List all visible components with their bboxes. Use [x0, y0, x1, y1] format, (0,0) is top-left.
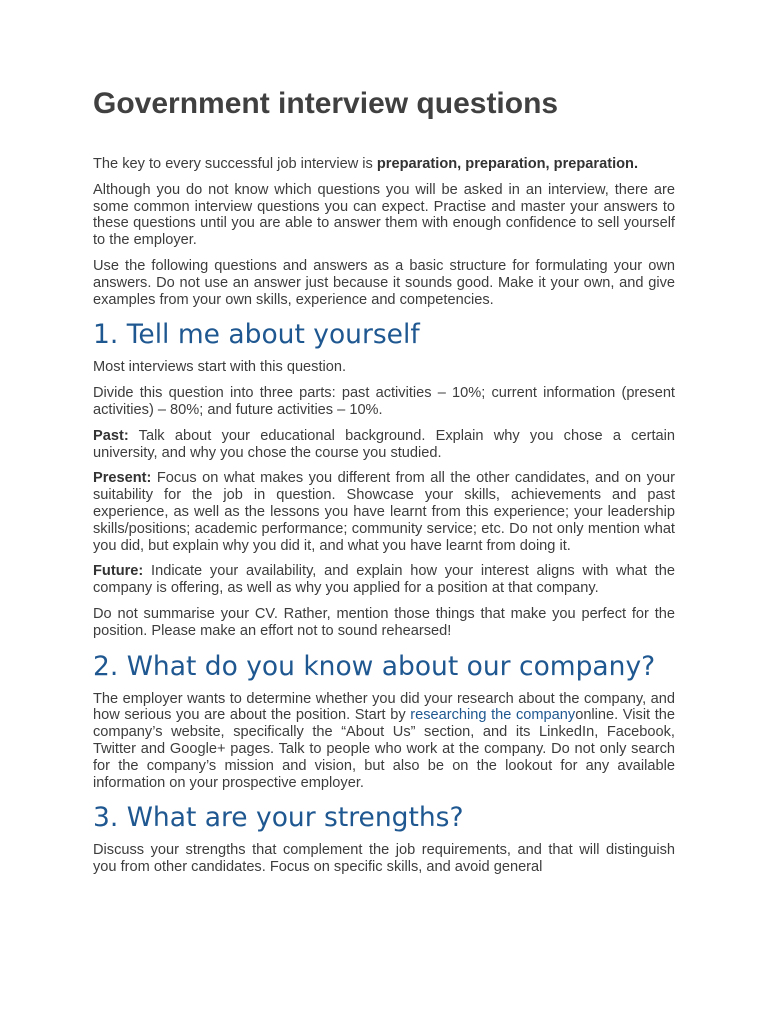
future-text: Indicate your availability, and explain how your interest aligns with what the company is offering, as well as why you applied for a position at that company.	[93, 563, 675, 597]
intro-bold-text: preparation, preparation, preparation.	[376, 156, 639, 172]
intro-paragraph-2: Although you do not know which questions you will be asked in an interview, there are some common interview questions you can expect. Practise and master your answers to these questions until you are able to answer them with enough confidence to sell yourself to the employer.	[93, 181, 675, 249]
section-1-paragraph-2: Divide this question into three parts: past activities – 10%; current information (present activities) – 80%; and future activities – 10%.	[93, 385, 675, 418]
present-text: Focus on what makes you different from all the other candidates, and on your suitability for the job in question. Showcase your skills, achievements and past experience, as well as the lessons you have learnt from this experience; your leadership skills/positions; academic performance; community service; etc. Do not only mention what you did, but explain why you did it, and what you have learnt from doing it.	[93, 470, 675, 554]
page-title: Government interview questions	[93, 87, 559, 120]
section-2-paragraph	[93, 691, 675, 792]
section-2-heading: 2. What do you know about our company?	[93, 650, 656, 682]
intro-paragraph-3: Use the following questions and answers as a basic structure for formulating your own answers. Do not use an answer just because it sounds good. Make it your own, and give examples from your own skills, experience and competencies.	[93, 257, 675, 308]
intro-paragraph-1	[93, 156, 675, 173]
future-paragraph	[93, 563, 675, 597]
section-1-paragraph-1: Most interviews start with this question.	[93, 359, 347, 376]
past-text: Talk about your educational background. Explain why you chose a certain university, and why you chose the course you studied.	[93, 427, 675, 461]
section-2-text-after-link: online. Visit the company’s website, specifically the “About Us” section, and its LinkedIn, Facebook, Twitter and Google+ pages. Talk to people who work at the company. Do not only search for the company’s mission and vision, but also be on the lookout for any available information on your prospective employer.	[93, 707, 675, 791]
past-paragraph	[93, 428, 675, 462]
future-label: Future:	[93, 563, 144, 580]
researching-company-link[interactable]: researching the company	[410, 707, 576, 724]
intro-text: The key to every successful job interview is	[93, 156, 377, 172]
present-paragraph	[93, 470, 675, 554]
past-label: Past:	[93, 427, 129, 444]
present-label: Present:	[93, 470, 152, 487]
document-body	[93, 156, 675, 885]
section-3-heading: 3. What are your strengths?	[93, 802, 464, 834]
section-1-heading: 1. Tell me about yourself	[93, 319, 420, 351]
section-2-text-before-link: The employer wants to determine whether you did your research about the company, and how serious you are about the position. Start by	[93, 690, 675, 724]
section-3-paragraph: Discuss your strengths that complement the job requirements, and that will distinguish you from other candidates. Focus on specific skills, and avoid general	[93, 842, 675, 876]
section-1-closing-paragraph: Do not summarise your CV. Rather, mention those things that make you perfect for the position. Please make an effort not to sound rehearsed!	[93, 605, 675, 639]
